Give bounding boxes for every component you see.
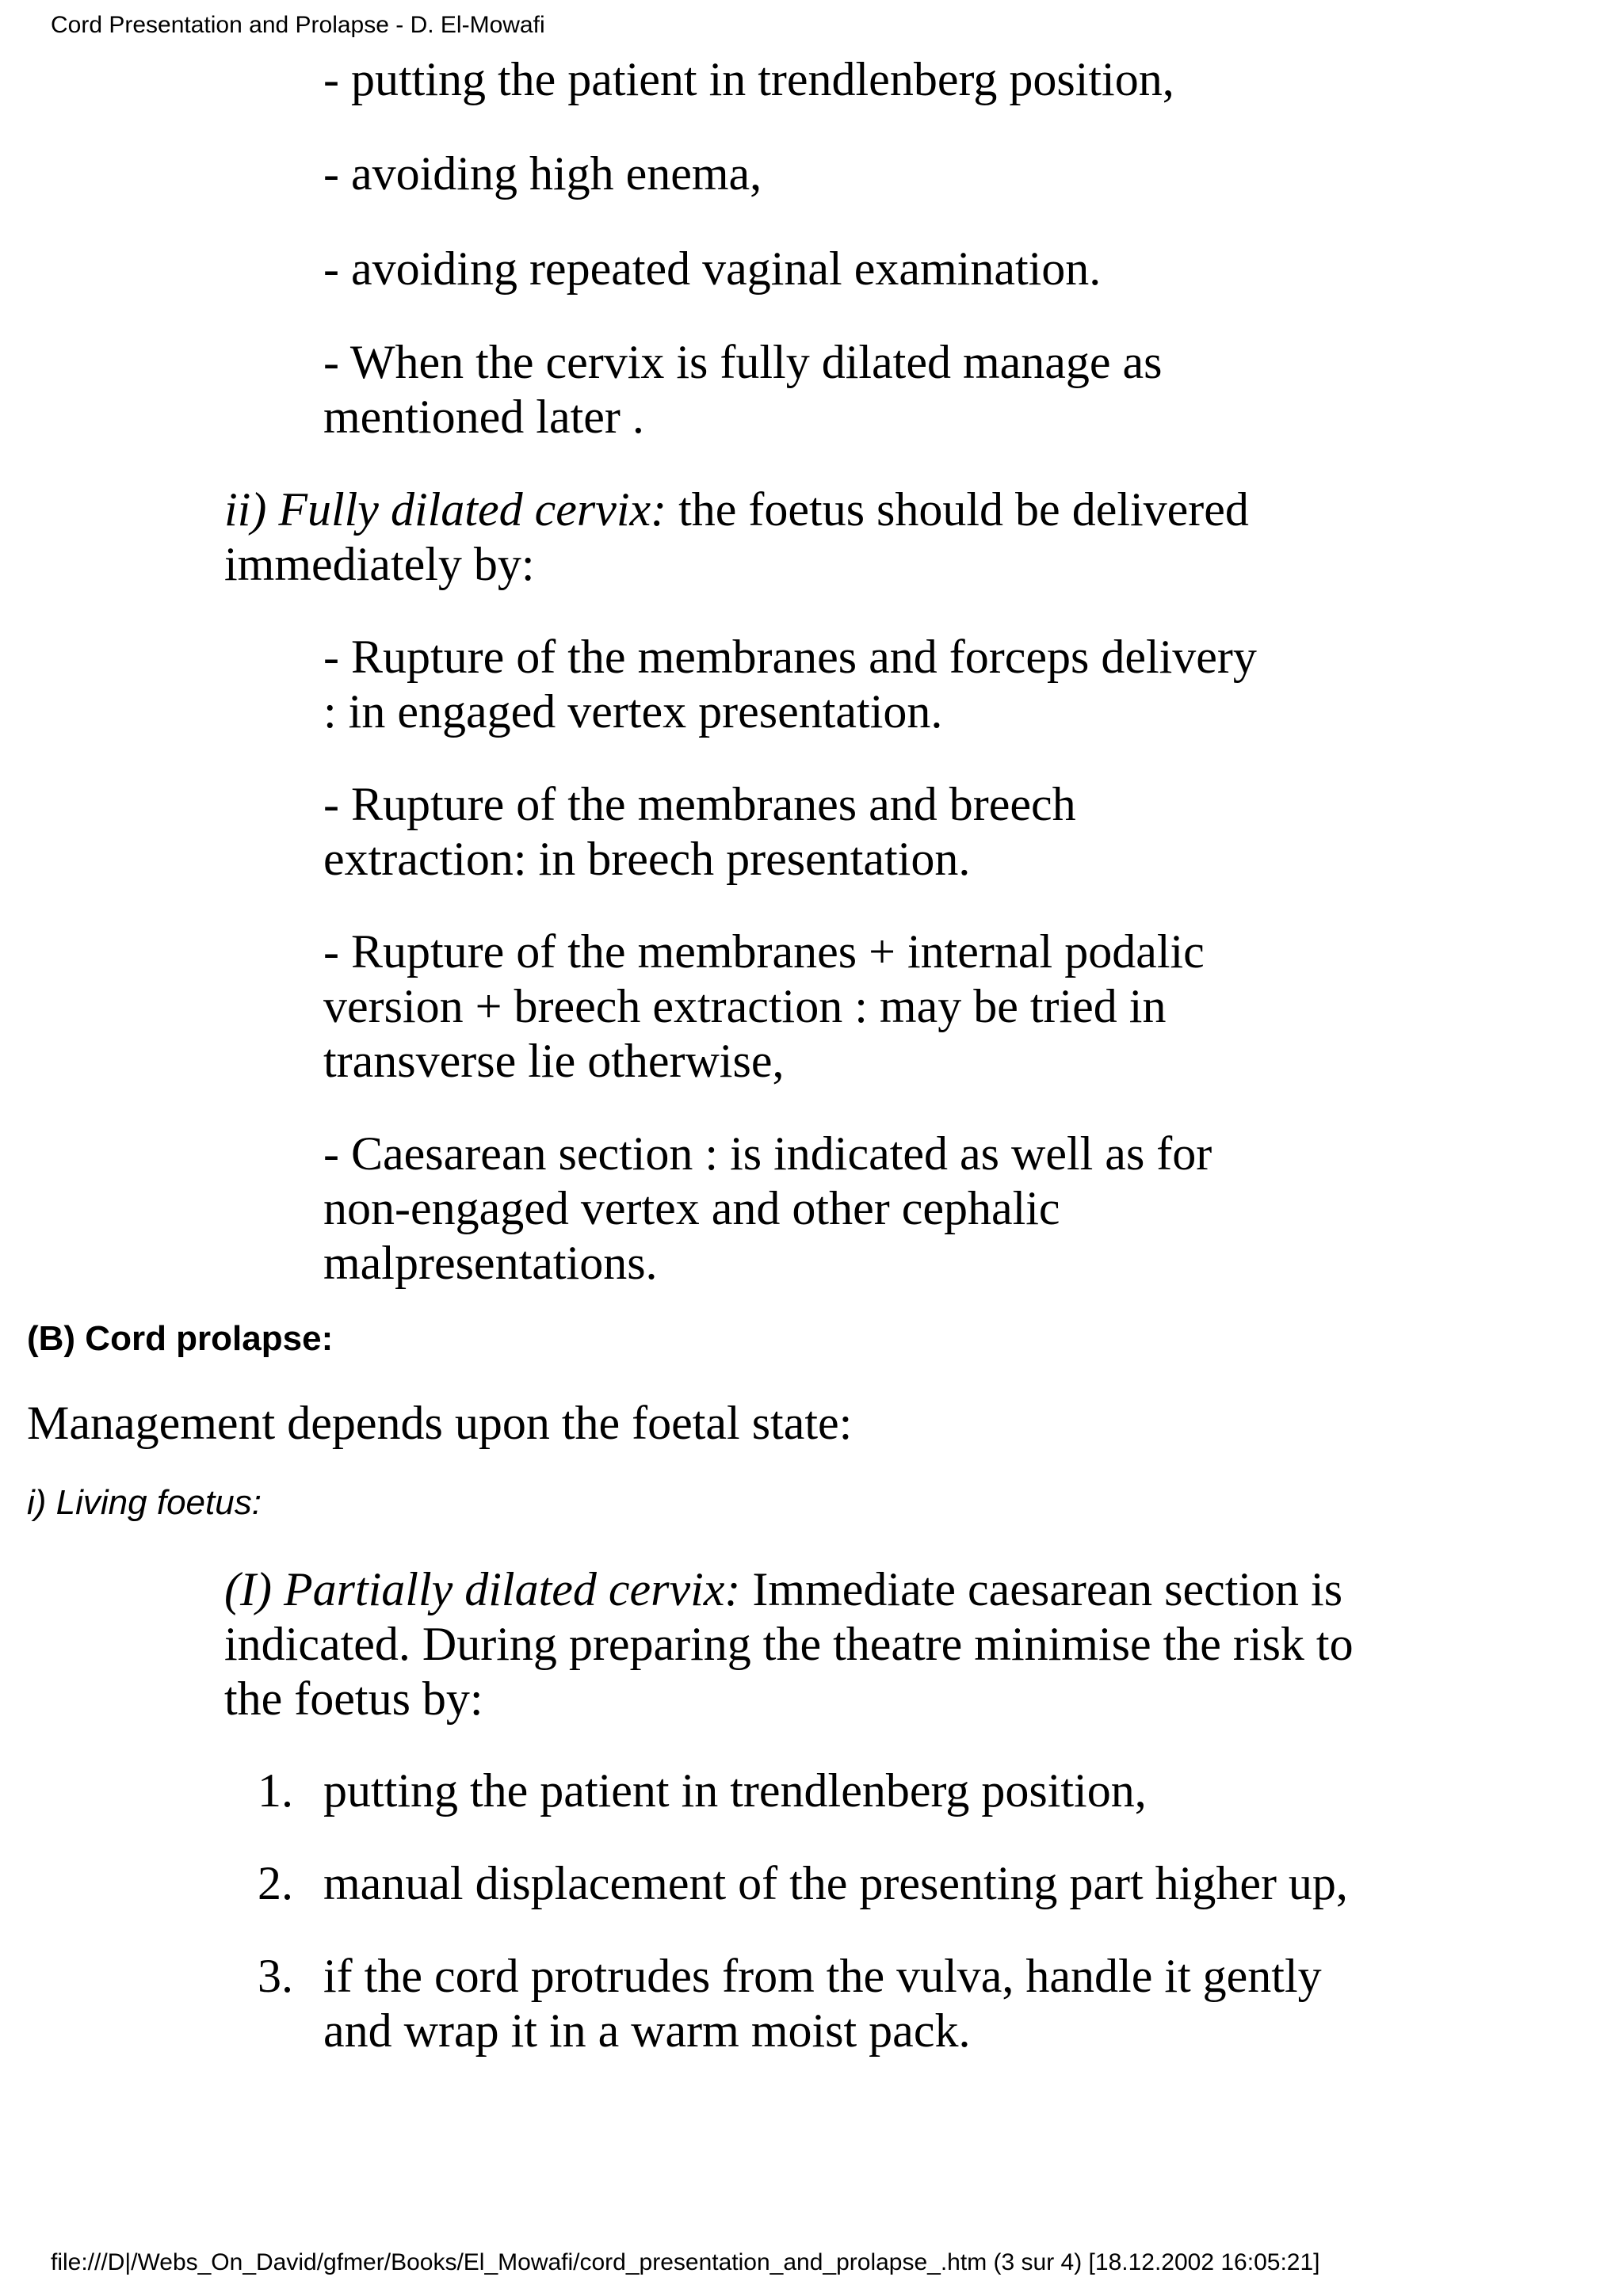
list-item-continued: version + breech extraction : may be tried in	[323, 980, 1167, 1032]
page-header: Cord Presentation and Prolapse - D. El-Mowafi	[51, 12, 545, 38]
list-item-continued: non-engaged vertex and other cephalic	[323, 1182, 1060, 1234]
list-item-continued: extraction: in breech presentation.	[323, 833, 971, 885]
numbered-item-continued: and wrap it in a warm moist pack.	[323, 2004, 971, 2057]
partially-dilated-paragraph	[224, 1562, 1342, 1617]
section-heading: (B) Cord prolapse:	[27, 1319, 334, 1358]
fully-dilated-text: the foetus should be delivered	[666, 483, 1249, 536]
list-item: - Rupture of the membranes and breech	[323, 778, 1076, 830]
page-footer: file:///D|/Webs_On_David/gfmer/Books/El_Mowafi/cord_presentation_and_prolapse_.htm (3 sur 4) [18.12.2002 16:05:21]	[51, 2249, 1320, 2275]
fully-dilated-paragraph	[224, 482, 1249, 537]
partially-dilated-text-continued: indicated. During preparing the theatre minimise the risk to	[224, 1618, 1354, 1670]
numbered-item: putting the patient in trendlenberg position,	[323, 1764, 1147, 1817]
numbered-item: manual displacement of the presenting part higher up,	[323, 1857, 1348, 1909]
partially-dilated-text-continued: the foetus by:	[224, 1672, 483, 1725]
partially-dilated-label: (I) Partially dilated cervix:	[224, 1563, 741, 1615]
list-item-continued: transverse lie otherwise,	[323, 1035, 785, 1087]
partially-dilated-text: Immediate caesarean section is	[740, 1563, 1343, 1615]
list-number: 3.	[258, 1950, 293, 2002]
management-text: Management depends upon the foetal state:	[27, 1397, 853, 1449]
fully-dilated-label: ii) Fully dilated cervix:	[224, 483, 667, 536]
list-item-continued: : in engaged vertex presentation.	[323, 685, 943, 738]
list-number: 1.	[258, 1764, 293, 1817]
numbered-item: if the cord protrudes from the vulva, handle it gently	[323, 1950, 1322, 2002]
list-item: - avoiding high enema,	[323, 147, 762, 200]
list-item-continued: malpresentations.	[323, 1237, 658, 1289]
list-item: - avoiding repeated vaginal examination.	[323, 242, 1102, 295]
list-item: - When the cervix is fully dilated manage as	[323, 336, 1163, 388]
fully-dilated-text-continued: immediately by:	[224, 538, 535, 590]
list-item: - putting the patient in trendlenberg position,	[323, 53, 1174, 105]
subheading-living-foetus: i) Living foetus:	[27, 1483, 262, 1522]
list-item-continued: mentioned later .	[323, 391, 644, 443]
list-item: - Caesarean section : is indicated as well as for	[323, 1127, 1212, 1180]
list-item: - Rupture of the membranes and forceps delivery	[323, 631, 1257, 683]
list-number: 2.	[258, 1857, 293, 1909]
list-item: - Rupture of the membranes + internal podalic	[323, 925, 1205, 978]
